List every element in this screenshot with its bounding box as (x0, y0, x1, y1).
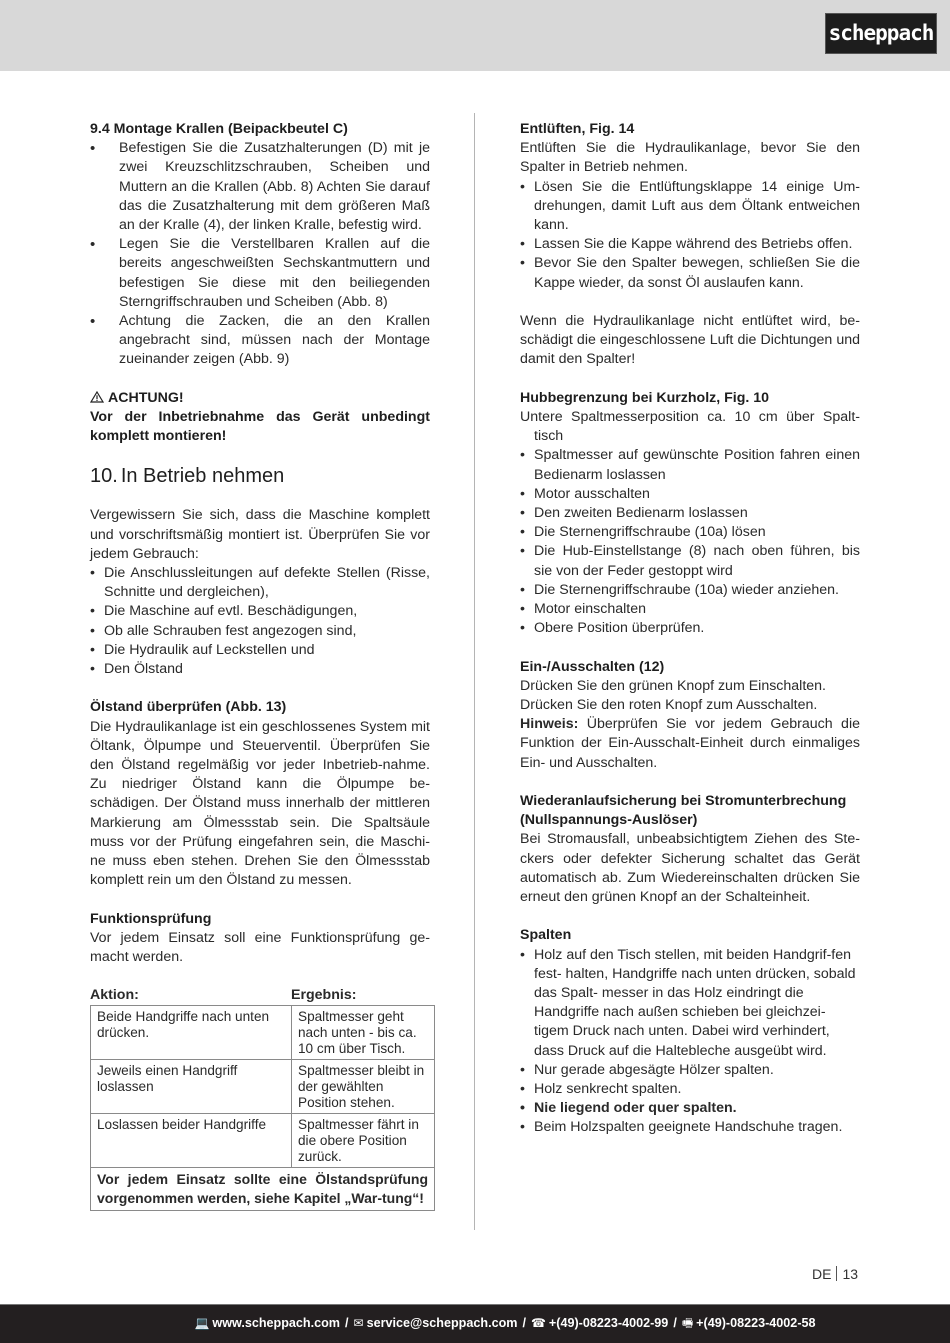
column-header-result: Ergebnis: (291, 987, 357, 1004)
header-bar (0, 0, 950, 71)
footer-separator: / (522, 1316, 526, 1331)
action-cell: Beide Handgriffe nach unten drücken. (91, 1006, 292, 1060)
stroke-limit-list (520, 408, 860, 638)
chapter-number: 10. (90, 465, 118, 488)
footer-fax: +(49)-08223-4002-58 (696, 1316, 816, 1331)
oil-check-text: Die Hydraulikanlage ist ein geschlossenes System mit Öltank, Ölpumpe und Steuerventil. Überprüfen Sie den Ölstand regelmäßig vor jeder Inbetrieb-nahme. Zu niedriger Ölstand kann die Ölpumpe be-schädigen. Der Ölstand muss innerhalb der mittleren Markierung am Ölmessstab sein. Die Spaltsäule muss vor der Prüfung eingefahren sein, die Maschi-ne muss eben stehen. Drehen Sie den Ölmessstab komplett rein um den Ölstand zu messen. (90, 718, 430, 889)
list-item: • Die Hub-Einstellstange (8) nach oben führen, bis sie von der Feder gestoppt wird (520, 542, 860, 580)
table-row (91, 1114, 435, 1168)
function-table-header (90, 986, 430, 1005)
footer-separator: / (345, 1316, 349, 1331)
list-item: • Holz auf den Tisch stellen, mit beiden Handgrif-fen fest- halten, Handgriffe nach unten drücken, sobald das Spalt- messer in das Holz eindringt die Handgriffe nach außen schieben bei gleichzei-tigem Druck nach unten. Dabei wird verhindert, dass Druck auf die Haltebleche ausgeübt wird. (520, 946, 860, 1061)
hint-text: Überprüfen Sie vor jedem Gebrauch die Funktion der Ein-Ausschalt-Einheit durch einmaliges Ein- und Ausschalten. (520, 716, 860, 771)
page-number-value: 13 (842, 1266, 859, 1282)
warning-triangle-icon (90, 391, 104, 403)
chapter-title: In Betrieb nehmen (120, 465, 285, 488)
list-item: • Die Sternengriffschraube (10a) wieder anziehen. (520, 581, 860, 600)
footer-email-link[interactable]: service@scheppach.com (366, 1316, 518, 1331)
table-row (91, 1060, 435, 1114)
stroke-limit-text: Untere Spaltmesserposition ca. 10 cm über Spalt-tisch (520, 409, 860, 445)
telephone-icon: ☎ (530, 1316, 546, 1331)
function-test-title: Funktionsprüfung (90, 910, 212, 927)
result-cell: Spaltmesser geht nach unten - bis ca. 10 cm über Tisch. (292, 1006, 435, 1060)
function-test-text: Vor jedem Einsatz soll eine Funktionsprüfung ge-macht werden. (90, 929, 430, 966)
list-item: • Die Anschlussleitungen auf defekte Stellen (Risse, Schnitte und dergleichen), (90, 564, 430, 602)
left-column (90, 120, 430, 1211)
column-header-action: Aktion: (90, 987, 139, 1004)
list-item: • Lassen Sie die Kappe während des Betriebs offen. (520, 235, 860, 254)
list-item: • Den Ölstand (90, 660, 430, 679)
fax-icon: 🖷 (681, 1316, 694, 1331)
restart-protection-title: Wiederanlaufsicherung bei Stromunterbrechung (Nullspannungs-Auslöser) (520, 793, 847, 829)
right-column (520, 120, 860, 1138)
onoff-line-2: Drücken Sie den roten Knopf zum Ausschalten. (520, 697, 818, 714)
function-test-table (90, 1005, 435, 1210)
table-note-row (91, 1168, 435, 1210)
venting-list (520, 178, 860, 293)
footer-bar (0, 1304, 950, 1343)
list-item: • Motor einschalten (520, 600, 860, 619)
action-cell: Jeweils einen Handgriff loslassen (91, 1060, 292, 1114)
list-item: • Die Hydraulik auf Leckstellen und (90, 641, 430, 660)
venting-text: Entlüften Sie die Hydraulikanlage, bevor Sie den Spalter in Betrieb nehmen. (520, 140, 860, 176)
footer-website-link[interactable]: www.scheppach.com (212, 1316, 341, 1331)
montage-list (90, 139, 430, 369)
onoff-title: Ein-/Ausschalten (12) (520, 658, 665, 675)
result-cell: Spaltmesser fährt in die obere Position zurück. (292, 1114, 435, 1168)
page-separator (836, 1266, 837, 1281)
list-item-bold: • Nie liegend oder quer spalten. (520, 1099, 860, 1118)
footer-separator: / (673, 1316, 677, 1331)
list-item: • Legen Sie die Verstellbaren Krallen auf die bereits angeschweißten Sechskantmuttern und befestigen Sie diese mit den beiliegenden Sterngriffschrauben und Scheiben (Abb. 8) (90, 235, 430, 312)
result-cell: Spaltmesser bleibt in der gewählten Position stehen. (292, 1060, 435, 1114)
stroke-limit-title: Hubbegrenzung bei Kurzholz, Fig. 10 (520, 389, 770, 406)
list-item: • Die Sternengriffschraube (10a) lösen (520, 523, 860, 542)
intro-text: Vergewissern Sie sich, dass die Maschine komplett und vorschriftsmäßig montiert ist. Überprüfen Sie vor jedem Gebrauch: (90, 507, 430, 562)
list-item: • Ob alle Schrauben fest angezogen sind, (90, 622, 430, 641)
page-number (812, 1265, 858, 1284)
list-item: • Spaltmesser auf gewünschte Position fahren einen Bedienarm loslassen (520, 446, 860, 484)
list-item: • Befestigen Sie die Zusatzhalterungen (D) mit je zwei Kreuzschlitzschrauben, Scheiben und Muttern an die Krallen (Abb. 8) Achten Sie darauf das die Zusatzhalterung mit dem größeren Maß an der Kralle (4), der linken Kralle, befestig wird. (90, 139, 430, 235)
list-item: • Bevor Sie den Spalter bewegen, schließen Sie die Kappe wieder, da sonst Öl auslaufen kann. (520, 254, 860, 292)
table-note: Vor jedem Einsatz sollte eine Ölstandsprüfung vorgenommen werden, siehe Kapitel „War-tung“! (91, 1168, 435, 1210)
chapter-heading (90, 464, 430, 488)
list-item: • Achtung die Zacken, die an den Krallen angebracht sind, müssen nach der Montage zueinander zeigen (Abb. 9) (90, 312, 430, 370)
table-row (91, 1006, 435, 1060)
oil-check-title: Ölstand überprüfen (Abb. 13) (90, 699, 287, 716)
action-cell: Loslassen beider Handgriffe (91, 1114, 292, 1168)
list-item: • Lösen Sie die Entlüftungsklappe 14 einige Um-drehungen, damit Luft aus dem Öltank entweichen kann. (520, 178, 860, 236)
section-title-9-4: 9.4 Montage Krallen (Beipackbeutel C) (90, 121, 348, 137)
checklist (90, 564, 430, 679)
warning-label: ACHTUNG! (108, 389, 184, 406)
list-item: • Den zweiten Bedienarm loslassen (520, 504, 860, 523)
footer-phone[interactable]: +(49)-08223-4002-99 (548, 1316, 669, 1331)
envelope-icon: ✉ (353, 1316, 364, 1331)
hint-label: Hinweis: (520, 716, 579, 733)
language-code: DE (812, 1266, 832, 1282)
splitting-title: Spalten (520, 927, 572, 944)
warning-title (90, 389, 430, 408)
list-item: • Beim Holzspalten geeignete Handschuhe tragen. (520, 1118, 860, 1137)
restart-protection-text: Bei Stromausfall, unbeabsichtigtem Ziehen des Ste-ckers oder defekter Sicherung schaltet das Gerät automatisch ab. Zum Wiedereinschalten drücken Sie erneut den grünen Knopf an der Schalteinheit. (520, 831, 860, 906)
venting-title: Entlüften, Fig. 14 (520, 121, 635, 137)
onoff-line-1: Drücken Sie den grünen Knopf zum Einschalten. (520, 677, 827, 694)
scheppach-logo: scheppach (825, 13, 937, 54)
venting-warning: Wenn die Hydraulikanlage nicht entlüftet wird, be-schädigt die eingeschlossene Luft die Dichtungen und damit den Spalter! (520, 313, 860, 368)
splitting-list (520, 946, 860, 1138)
computer-icon: 💻 (194, 1316, 210, 1331)
column-divider (474, 113, 475, 1230)
list-item: • Obere Position überprüfen. (520, 619, 860, 638)
list-item: • Holz senkrecht spalten. (520, 1080, 860, 1099)
list-item: • Die Maschine auf evtl. Beschädigungen, (90, 602, 430, 621)
list-item: • Nur gerade abgesägte Hölzer spalten. (520, 1061, 860, 1080)
warning-text: Vor der Inbetriebnahme das Gerät unbedingt komplett montieren! (90, 409, 430, 445)
onoff-hint (520, 715, 860, 773)
list-item: • Motor ausschalten (520, 485, 860, 504)
